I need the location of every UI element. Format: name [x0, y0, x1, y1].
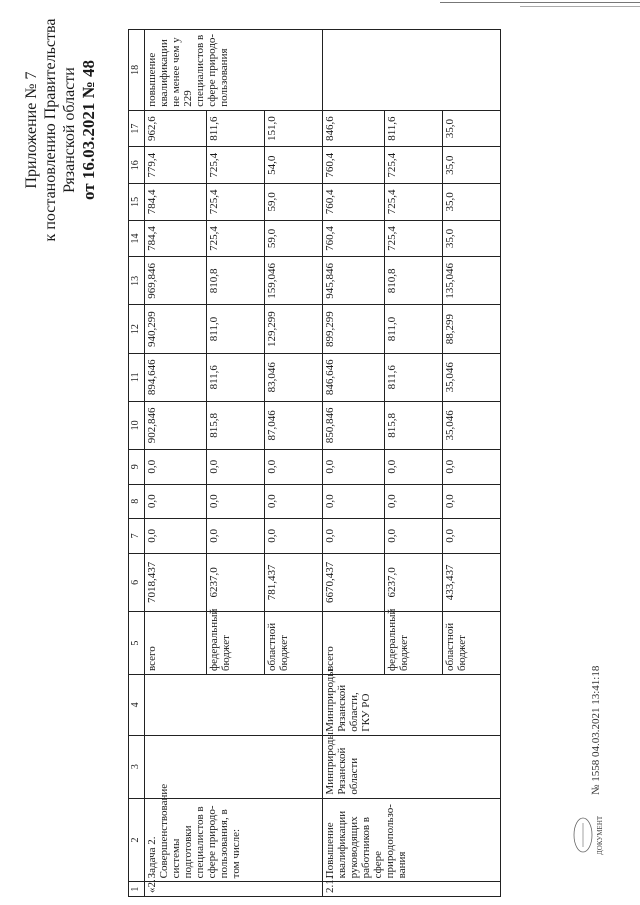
value-cell: 0,0 [443, 519, 501, 554]
sub-title: Повышение квалификации руководящих работников в сфере природопользо-вания [323, 798, 501, 882]
document-stamp [572, 795, 604, 855]
value-cell: 6237,0 [385, 553, 443, 612]
col-header: 16 [129, 147, 145, 184]
value-cell: 725,4 [385, 220, 443, 257]
funding-source: всего [145, 612, 207, 675]
value-cell: 7018,437 [145, 553, 207, 612]
value-cell: 894,646 [145, 353, 207, 401]
value-cell: 815,8 [385, 401, 443, 449]
value-cell: 725,4 [207, 147, 265, 184]
value-cell: 0,0 [323, 449, 385, 484]
value-cell: 6670,437 [323, 553, 385, 612]
target-indicator: повышение квалификации не менее чем у 229 специалистов в сфере природо-пользования [145, 30, 323, 111]
table-row [323, 30, 385, 897]
value-cell: 969,846 [145, 257, 207, 305]
value-cell: 811,0 [385, 305, 443, 353]
stamp-text: ДОКУМЕНТ [596, 815, 604, 855]
value-cell: 811,6 [385, 353, 443, 401]
empty-cell [323, 30, 501, 111]
program-table [128, 29, 501, 897]
registration-note: № 1558 04.03.2021 13:41:18 [590, 665, 602, 795]
value-cell: 0,0 [207, 519, 265, 554]
task-title: Задача 2. Совершенствование системы подготовки специалистов в сфере природо-пользования, в том числе: [145, 798, 323, 882]
value-cell: 0,0 [443, 484, 501, 519]
value-cell: 0,0 [443, 449, 501, 484]
value-cell: 0,0 [385, 484, 443, 519]
value-cell: 781,437 [265, 553, 323, 612]
value-cell: 35,046 [443, 401, 501, 449]
col-header: 5 [129, 612, 145, 675]
value-cell: 151,0 [265, 110, 323, 147]
value-cell: 760,4 [323, 184, 385, 221]
funding-source: всего [323, 612, 385, 675]
appendix-date: от 16.03.2021 № 48 [79, 60, 98, 200]
value-cell: 35,0 [443, 220, 501, 257]
col-header: 15 [129, 184, 145, 221]
value-cell: 0,0 [145, 449, 207, 484]
value-cell: 760,4 [323, 147, 385, 184]
value-cell: 846,6 [323, 110, 385, 147]
value-cell: 0,0 [323, 484, 385, 519]
value-cell: 35,046 [443, 353, 501, 401]
value-cell: 779,4 [145, 147, 207, 184]
value-cell: 0,0 [265, 519, 323, 554]
appendix-title: Приложение № 7 [23, 71, 40, 189]
value-cell: 0,0 [145, 519, 207, 554]
value-cell: 811,0 [207, 305, 265, 353]
col-header: 8 [129, 484, 145, 519]
value-cell: 725,4 [385, 147, 443, 184]
value-cell: 815,8 [207, 401, 265, 449]
col-header: 2 [129, 798, 145, 882]
table-row [145, 30, 207, 897]
value-cell: 811,6 [207, 110, 265, 147]
task-number: «2. [145, 882, 323, 897]
appendix-line: к постановлению Правительства [42, 18, 59, 242]
value-cell: 899,299 [323, 305, 385, 353]
value-cell: 35,0 [443, 147, 501, 184]
col-header: 4 [129, 675, 145, 736]
empty-cell [145, 675, 323, 736]
stamp-icon [572, 815, 594, 855]
col-header: 11 [129, 353, 145, 401]
col-header: 12 [129, 305, 145, 353]
value-cell: 725,4 [385, 184, 443, 221]
funding-source: федеральный бюджет [207, 612, 265, 675]
value-cell: 54,0 [265, 147, 323, 184]
value-cell: 35,0 [443, 110, 501, 147]
value-cell: 784,4 [145, 184, 207, 221]
value-cell: 433,437 [443, 553, 501, 612]
col-header: 7 [129, 519, 145, 554]
value-cell: 811,6 [385, 110, 443, 147]
value-cell: 6237,0 [207, 553, 265, 612]
value-cell: 59,0 [265, 220, 323, 257]
appendix-header [22, 15, 98, 245]
value-cell: 725,4 [207, 184, 265, 221]
col-header: 6 [129, 553, 145, 612]
value-cell: 0,0 [265, 484, 323, 519]
value-cell: 811,6 [207, 353, 265, 401]
co-executor: Минприроды Рязанской области, ГКУ РО [323, 675, 501, 736]
appendix-line: Рязанской области [61, 67, 78, 193]
value-cell: 810,8 [207, 257, 265, 305]
col-header: 9 [129, 449, 145, 484]
value-cell: 0,0 [207, 484, 265, 519]
col-header: 18 [129, 30, 145, 111]
value-cell: 945,846 [323, 257, 385, 305]
value-cell: 725,4 [207, 220, 265, 257]
funding-source: областной бюджет [265, 612, 323, 675]
column-number-row [129, 30, 145, 897]
value-cell: 135,046 [443, 257, 501, 305]
value-cell: 0,0 [323, 519, 385, 554]
funding-source: федеральный бюджет [385, 612, 443, 675]
value-cell: 962,6 [145, 110, 207, 147]
col-header: 3 [129, 735, 145, 798]
col-header: 10 [129, 401, 145, 449]
value-cell: 760,4 [323, 220, 385, 257]
value-cell: 784,4 [145, 220, 207, 257]
value-cell: 35,0 [443, 184, 501, 221]
value-cell: 88,299 [443, 305, 501, 353]
value-cell: 810,8 [385, 257, 443, 305]
sub-number: 2.1. [323, 882, 501, 897]
col-header: 17 [129, 110, 145, 147]
value-cell: 902,846 [145, 401, 207, 449]
value-cell: 0,0 [385, 449, 443, 484]
col-header: 13 [129, 257, 145, 305]
value-cell: 0,0 [265, 449, 323, 484]
empty-cell [145, 735, 323, 798]
value-cell: 846,646 [323, 353, 385, 401]
value-cell: 59,0 [265, 184, 323, 221]
value-cell: 940,299 [145, 305, 207, 353]
value-cell: 87,046 [265, 401, 323, 449]
col-header: 14 [129, 220, 145, 257]
funding-source: областной бюджет [443, 612, 501, 675]
value-cell: 0,0 [145, 484, 207, 519]
value-cell: 129,299 [265, 305, 323, 353]
executor: Минприроды Рязанской области [323, 735, 501, 798]
value-cell: 0,0 [207, 449, 265, 484]
value-cell: 0,0 [385, 519, 443, 554]
value-cell: 83,046 [265, 353, 323, 401]
value-cell: 159,046 [265, 257, 323, 305]
col-header: 1 [129, 882, 145, 897]
value-cell: 850,846 [323, 401, 385, 449]
